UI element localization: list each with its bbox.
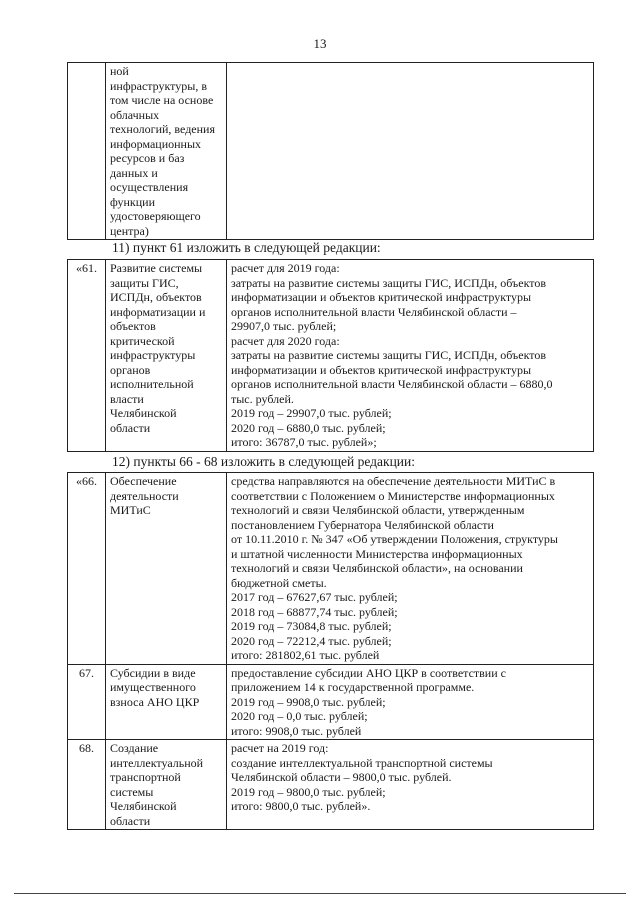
description-line: 2019 год – 73084,8 тыс. рублей;	[231, 619, 392, 633]
bottom-rule	[14, 893, 626, 894]
description-line: расчет для 2020 года:	[231, 333, 340, 348]
description-line: итого: 9908,0 тыс. рублей	[231, 723, 362, 738]
name-line: взноса АНО ЦКР	[110, 694, 200, 709]
description-line: итого: 9800,0 тыс. рублей».	[231, 799, 371, 813]
name-line: Челябинской	[110, 406, 177, 420]
name-line: функции	[110, 194, 155, 209]
name-line: центра)	[110, 223, 149, 238]
table-row	[68, 740, 594, 830]
table-row	[68, 664, 594, 740]
description-line: 2017 год – 67627,67 тыс. рублей;	[231, 590, 398, 604]
name-line: критической	[110, 333, 175, 348]
name-line: МИТиС	[110, 503, 151, 517]
name-line: Обеспечение	[110, 474, 177, 488]
name-line: информатизации и	[110, 304, 206, 319]
name-line: инфраструктуры	[110, 348, 196, 362]
description-line: Челябинской области – 9800,0 тыс. рублей.	[231, 770, 452, 784]
name-line: Челябинской	[110, 799, 177, 813]
row-description-cell	[227, 260, 594, 452]
table-row	[68, 260, 594, 452]
instruction-item-12: 12) пункты 66 - 68 изложить в следующей редакции:	[112, 454, 415, 469]
description-line: средства направляются на обеспечение деятельности МИТиС в	[231, 474, 556, 488]
row-number: «66.	[68, 473, 106, 665]
name-line: удостоверяющего	[110, 209, 201, 223]
row-name-cell	[106, 63, 227, 240]
description-line: 2020 год – 0,0 тыс. рублей;	[231, 709, 368, 723]
description-line: соответствии с Положением о Министерстве информационных	[231, 488, 555, 503]
table-row	[68, 473, 594, 665]
page-number: 13	[313, 36, 327, 51]
row-number: 68.	[68, 740, 106, 830]
row-description-cell	[227, 664, 594, 740]
description-line: 2018 год – 68877,74 тыс. рублей;	[231, 604, 398, 619]
description-line: расчет на 2019 год:	[231, 741, 329, 755]
description-line: технологий и связи Челябинской области», на основании	[231, 561, 523, 575]
name-line: системы	[110, 784, 154, 799]
description-line: технологий и связи Челябинской области, утвержденным	[231, 503, 525, 517]
description-line: тыс. рублей.	[231, 391, 294, 406]
name-line: власти	[110, 391, 144, 406]
name-line: данных и	[110, 165, 158, 180]
row-name-cell	[106, 740, 227, 830]
description-line: итого: 36787,0 тыс. рублей»;	[231, 435, 377, 449]
name-line: Развитие системы	[110, 261, 203, 275]
name-line: облачных	[110, 107, 160, 122]
description-line: от 10.11.2010 г. № 347 «Об утверждении Положения, структуры	[231, 532, 558, 546]
row-description-cell	[227, 473, 594, 665]
description-line: 2019 год – 9800,0 тыс. рублей;	[231, 784, 386, 799]
instruction-item-11: 11) пункт 61 изложить в следующей редакции:	[112, 240, 381, 255]
description-line: 2019 год – 9908,0 тыс. рублей;	[231, 694, 386, 709]
row-description-cell	[227, 63, 594, 240]
description-line: расчет для 2019 года:	[231, 261, 340, 275]
name-line: ресурсов и баз	[110, 151, 185, 165]
name-line: технологий, ведения	[110, 122, 215, 136]
description-line: 2019 год – 29907,0 тыс. рублей;	[231, 406, 392, 420]
name-line: защиты ГИС,	[110, 275, 179, 290]
name-line: исполнительной	[110, 377, 194, 391]
description-line: постановлением Губернатора Челябинской области	[231, 517, 494, 532]
name-line: Создание	[110, 741, 159, 755]
name-line: ИСПДн, объектов	[110, 290, 202, 304]
description-line: 29907,0 тыс. рублей;	[231, 319, 337, 333]
description-line: бюджетной сметы.	[231, 575, 327, 590]
name-line: осуществления	[110, 180, 189, 194]
name-line: инфраструктуры, в	[110, 78, 207, 93]
description-line: затраты на развитие системы защиты ГИС, ИСПДн, объектов	[231, 275, 547, 290]
description-line: органов исполнительной власти Челябинской области –	[231, 304, 517, 319]
row-number: «61.	[68, 260, 106, 452]
row-number: 67.	[68, 664, 106, 740]
description-line: и штатной численности Министерства информационных	[231, 546, 523, 561]
description-line: органов исполнительной власти Челябинской области – 6880,0	[231, 377, 553, 391]
name-line: объектов	[110, 319, 156, 333]
row-name-cell	[106, 473, 227, 665]
description-line: затраты на развитие системы защиты ГИС, ИСПДн, объектов	[231, 348, 547, 362]
description-line: итого: 281802,61 тыс. рублей	[231, 648, 380, 662]
description-line: создание интеллектуальной транспортной системы	[231, 755, 493, 770]
name-line: транспортной	[110, 770, 181, 784]
name-line: том числе на основе	[110, 93, 214, 107]
row-name-cell	[106, 260, 227, 452]
continuation-table	[67, 62, 594, 240]
name-line: области	[110, 813, 151, 828]
name-line: имущественного	[110, 680, 196, 694]
description-line: информатизации и объектов критической инфраструктуры	[231, 290, 532, 304]
item-61-table	[67, 259, 594, 452]
description-line: 2020 год – 72212,4 тыс. рублей;	[231, 633, 392, 648]
description-line: предоставление субсидии АНО ЦКР в соответствии с	[231, 665, 506, 680]
name-line: интеллектуальной	[110, 755, 204, 770]
name-line: Субсидии в виде	[110, 665, 196, 680]
name-line: деятельности	[110, 488, 179, 503]
items-66-68-table	[67, 472, 594, 830]
name-line: информационных	[110, 136, 202, 151]
description-line: приложением 14 к государственной программе.	[231, 680, 475, 694]
description-line: информатизации и объектов критической инфраструктуры	[231, 362, 532, 377]
row-description-cell	[227, 740, 594, 830]
table-row	[68, 63, 594, 240]
name-line: органов	[110, 362, 151, 377]
row-number	[68, 63, 106, 240]
row-name-cell	[106, 664, 227, 740]
name-line: области	[110, 420, 151, 435]
name-line: ной	[110, 64, 129, 78]
description-line: 2020 год – 6880,0 тыс. рублей;	[231, 420, 386, 435]
